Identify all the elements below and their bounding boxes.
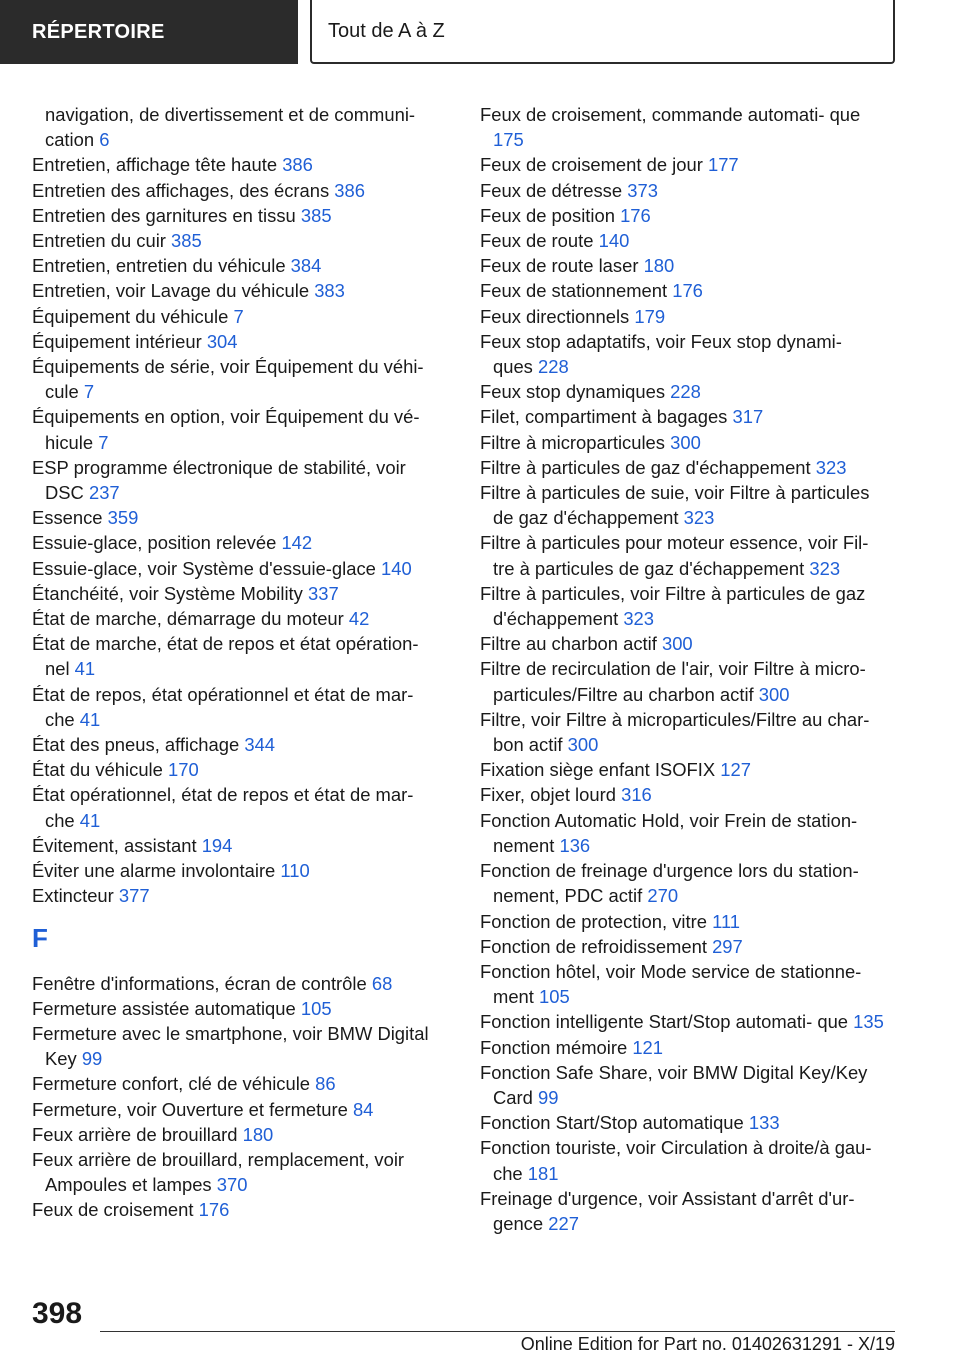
- index-entry-text: Fermeture, voir Ouverture et fermeture: [32, 1098, 348, 1120]
- index-entry-text: Feux de détresse: [480, 179, 623, 201]
- index-entry-text: navigation, de divertissement et de communi-: [45, 104, 416, 125]
- index-entry-text: Freinage d'urgence, voir Assistant d'arrêt d'ur- gence: [480, 1187, 855, 1234]
- index-page-link[interactable]: 127: [720, 759, 751, 781]
- index-entry-text: Fonction touriste, voir Circulation à droite/à gau- che: [480, 1137, 872, 1184]
- index-entry: [32, 682, 447, 732]
- index-entry-text: Fonction hôtel, voir Mode service de stationne- ment: [480, 960, 862, 1008]
- index-entry: [480, 934, 885, 959]
- index-page-link[interactable]: 359: [107, 507, 139, 529]
- index-entry-text: Feux directionnels: [480, 305, 630, 327]
- index-entry: [480, 909, 885, 934]
- index-column-left: [32, 102, 447, 1223]
- index-page-link[interactable]: 179: [634, 305, 666, 327]
- index-entry-text: Filtre à particules pour moteur essence, voir Fil- tre à particules de gaz d'échappement: [480, 532, 869, 579]
- index-entry-text: Fenêtre d'informations, écran de contrôle: [32, 972, 367, 994]
- index-page-link[interactable]: 86: [315, 1073, 336, 1095]
- index-entry-text: Fixer, objet lourd: [480, 784, 616, 806]
- index-page-link[interactable]: 300: [661, 633, 693, 655]
- index-page-link[interactable]: 135: [853, 1011, 884, 1033]
- index-entry-text: Essuie-glace, position relevée: [32, 532, 277, 554]
- index-page-link[interactable]: 7: [98, 431, 109, 453]
- index-entry: [32, 404, 447, 454]
- index-entry-text: Fonction mémoire: [480, 1036, 628, 1058]
- index-entry-text: Entretien, entretien du véhicule: [32, 255, 286, 277]
- index-entry: [480, 404, 885, 429]
- index-entry: [32, 1147, 447, 1197]
- index-entry: [480, 480, 885, 530]
- index-entry: [480, 455, 885, 480]
- index-page-link[interactable]: 317: [732, 406, 764, 428]
- index-page-link[interactable]: 386: [282, 154, 313, 176]
- index-entry: [480, 152, 885, 177]
- index-entry-text: Équipements de série, voir Équipement du véhi- cule: [32, 356, 424, 403]
- index-entry: [480, 379, 885, 404]
- index-column-right: [480, 102, 885, 1236]
- index-entry: [480, 858, 885, 908]
- index-entry: [480, 1035, 885, 1060]
- index-entry-text: Fermeture avec le smartphone, voir BMW Digital Key: [32, 1022, 429, 1070]
- index-entry-text: Fermeture assistée automatique: [32, 997, 296, 1019]
- index-entry-text: Filtre de recirculation de l'air, voir Filtre à micro- particules/Filtre au charbon actif: [480, 658, 866, 705]
- index-page-link[interactable]: 385: [171, 230, 202, 252]
- index-page-link[interactable]: 170: [168, 759, 199, 781]
- index-page-link[interactable]: 386: [334, 179, 365, 201]
- index-entry-text: Filtre à particules de gaz d'échappement: [480, 456, 811, 478]
- index-entry: [32, 505, 447, 530]
- index-entry-text: Essuie-glace, voir Système d'essuie-glace: [32, 557, 376, 579]
- index-page-link[interactable]: 175: [493, 129, 524, 151]
- index-page-link[interactable]: 136: [559, 834, 591, 856]
- index-entry: [32, 1021, 447, 1071]
- index-entry: [32, 152, 447, 177]
- index-entry: [480, 782, 885, 807]
- index-entry-text: Feux arrière de brouillard, remplacement, voir Ampoules et lampes: [32, 1148, 405, 1196]
- index-page-link[interactable]: 177: [707, 154, 739, 176]
- index-entry: [32, 581, 447, 606]
- index-page-link[interactable]: 228: [538, 356, 569, 378]
- index-page-link[interactable]: 316: [621, 784, 652, 806]
- index-entry-text: État de repos, état opérationnel et état de mar- che: [32, 683, 414, 730]
- index-page-link[interactable]: 105: [300, 997, 332, 1019]
- index-entry: [32, 178, 447, 203]
- index-page-link[interactable]: 323: [623, 608, 654, 630]
- index-entry: [32, 732, 447, 757]
- index-entry-text: État du véhicule: [32, 759, 163, 781]
- index-entry: [480, 203, 885, 228]
- index-entry-text: Entretien, voir Lavage du véhicule: [32, 280, 310, 302]
- index-entry: [480, 178, 885, 203]
- index-entry-text: Filtre au charbon actif: [480, 633, 657, 655]
- index-entry-text: Fonction Start/Stop automatique: [480, 1112, 744, 1134]
- index-page-link[interactable]: 99: [81, 1048, 103, 1070]
- index-page-link[interactable]: 297: [712, 935, 743, 957]
- index-entry: [480, 1135, 885, 1185]
- index-page-link[interactable]: 68: [371, 972, 393, 994]
- index-entry-text: Essence: [32, 507, 103, 529]
- index-entry-text: Entretien des garnitures en tissu: [32, 204, 296, 226]
- index-entry-text: Extincteur: [32, 885, 114, 907]
- index-entry-text: Feux de route laser: [480, 255, 639, 277]
- index-entry: [480, 430, 885, 455]
- index-entry-text: Feux de croisement: [32, 1199, 194, 1221]
- index-entry-text: Feux stop adaptatifs, voir Feux stop dynami- ques: [480, 330, 842, 378]
- index-page-link[interactable]: 304: [206, 330, 238, 352]
- index-page-link[interactable]: 384: [290, 255, 322, 277]
- index-entry-text: Fonction Automatic Hold, voir Frein de station- nement: [480, 809, 858, 856]
- index-entry: [32, 1197, 447, 1222]
- index-entry-text: Filtre à microparticules: [480, 431, 665, 453]
- index-entry-text: Feux de stationnement: [480, 280, 668, 302]
- index-entry-text: Fonction intelligente Start/Stop automati- que: [480, 1011, 849, 1033]
- index-page-link[interactable]: 176: [672, 280, 703, 302]
- index-entry-text: État des pneus, affichage: [32, 734, 240, 756]
- index-entry-text: Équipement intérieur: [32, 330, 202, 352]
- index-entry: [32, 102, 447, 127]
- index-page-link[interactable]: 237: [88, 482, 120, 504]
- index-entry: [32, 606, 447, 631]
- index-entry-text: Fonction de freinage d'urgence lors du station- nement, PDC actif: [480, 860, 859, 907]
- index-entry: [32, 329, 447, 354]
- index-entry-text: Fonction de protection, vitre: [480, 910, 707, 932]
- index-page-link[interactable]: 84: [352, 1098, 374, 1120]
- index-entry-text: Feux arrière de brouillard: [32, 1123, 238, 1145]
- index-page-link[interactable]: 111: [712, 910, 741, 932]
- index-page-link[interactable]: 121: [632, 1036, 663, 1058]
- index-page-link[interactable]: 300: [758, 683, 790, 705]
- section-tab[interactable]: RÉPERTOIRE: [0, 0, 298, 64]
- index-page-link[interactable]: 344: [244, 734, 276, 756]
- index-page-link[interactable]: 41: [79, 708, 101, 730]
- index-entry-text: Évitement, assistant: [32, 834, 197, 856]
- index-entry-text: Filet, compartiment à bagages: [480, 406, 728, 428]
- index-page-link[interactable]: 180: [242, 1123, 274, 1145]
- index-entry: [32, 530, 447, 555]
- index-entry-text: Feux de route: [480, 230, 594, 252]
- index-entry: [32, 631, 447, 681]
- index-entry-text: Entretien, affichage tête haute: [32, 154, 278, 176]
- index-entry-text: Filtre, voir Filtre à microparticules/Filtre au char- bon actif: [480, 708, 870, 756]
- index-entry: [32, 883, 447, 908]
- index-entry-text: Équipement du véhicule: [32, 305, 229, 327]
- index-entry: [480, 707, 885, 757]
- subsection-tab[interactable]: Tout de A à Z: [310, 0, 895, 64]
- index-entry-text: Entretien du cuir: [32, 230, 166, 252]
- index-page-link[interactable]: 370: [216, 1174, 248, 1196]
- index-entry-text: cation: [45, 129, 95, 151]
- index-page-link[interactable]: 337: [307, 582, 339, 604]
- index-section-letter: F: [32, 922, 48, 953]
- index-entry: [480, 1009, 885, 1034]
- index-entry-text: Éviter une alarme involontaire: [32, 860, 276, 882]
- index-page-link[interactable]: 99: [538, 1086, 559, 1108]
- index-entry: [32, 203, 447, 228]
- index-entry: [32, 996, 447, 1021]
- index-entry: [480, 631, 885, 656]
- index-entry-text: Fixation siège enfant ISOFIX: [480, 759, 716, 781]
- index-entry-text: Fonction Safe Share, voir BMW Digital Key/Key Card: [480, 1061, 868, 1108]
- index-page-link[interactable]: 323: [683, 507, 715, 529]
- index-entry: [32, 354, 447, 404]
- footer-edition: Online Edition for Part no. 01402631291 - X/19: [520, 1334, 895, 1354]
- index-page-link[interactable]: 383: [314, 280, 345, 302]
- index-entry-text: Étanchéité, voir Système Mobility: [32, 582, 303, 604]
- index-entry-text: ESP programme électronique de stabilité, voir DSC: [32, 456, 406, 504]
- index-entry-text: État opérationnel, état de repos et état de mar- che: [32, 784, 414, 831]
- index-entry: [480, 329, 885, 379]
- index-page-link[interactable]: 41: [79, 809, 101, 831]
- index-entry-text: Feux stop dynamiques: [480, 381, 666, 403]
- index-entry: [480, 959, 885, 1009]
- index-entry: [32, 833, 447, 858]
- index-page-link[interactable]: 228: [670, 381, 701, 403]
- index-page-link[interactable]: 6: [99, 129, 110, 151]
- index-entry: [480, 656, 885, 706]
- index-entry: [480, 228, 885, 253]
- index-page-link[interactable]: 300: [670, 431, 701, 453]
- index-entry: [32, 556, 447, 581]
- index-page-link[interactable]: 42: [348, 608, 370, 630]
- index-page-link[interactable]: 194: [201, 834, 233, 856]
- page-number: 398: [32, 1297, 83, 1330]
- index-page-link[interactable]: 176: [198, 1199, 230, 1221]
- index-entry: [32, 1122, 447, 1147]
- index-entry: [480, 757, 885, 782]
- index-page-link[interactable]: 105: [539, 986, 570, 1008]
- index-page-link[interactable]: 41: [74, 658, 96, 680]
- index-page-link[interactable]: 270: [647, 885, 679, 907]
- index-page-link[interactable]: 385: [300, 204, 332, 226]
- index-entry-text: Équipements en option, voir Équipement du vé- hicule: [32, 406, 420, 453]
- index-page-link[interactable]: 323: [809, 557, 841, 579]
- index-entry-text: Filtre à particules, voir Filtre à particules de gaz d'échappement: [480, 582, 866, 630]
- index-page-link[interactable]: 140: [598, 230, 630, 252]
- index-entry-text: État de marche, état de repos et état opération- nel: [32, 633, 419, 680]
- index-entry-text: Fermeture confort, clé de véhicule: [32, 1073, 311, 1095]
- index-entry: [32, 253, 447, 278]
- index-entry: [480, 530, 885, 580]
- index-entry: [480, 304, 885, 329]
- index-entry: [480, 253, 885, 278]
- index-entry-text: Feux de croisement de jour: [480, 154, 703, 176]
- index-page-link[interactable]: 377: [118, 885, 150, 907]
- index-page-link[interactable]: 142: [281, 532, 313, 554]
- index-entry: [32, 228, 447, 253]
- index-page-link[interactable]: 110: [280, 860, 310, 882]
- index-page-link[interactable]: 133: [748, 1112, 780, 1134]
- index-entry-text: Feux de croisement, commande automati- que: [480, 104, 861, 125]
- index-entry-text: État de marche, démarrage du moteur: [32, 608, 344, 630]
- index-entry-text: Entretien des affichages, des écrans: [32, 179, 330, 201]
- index-entry: [32, 278, 447, 303]
- index-entry: [480, 581, 885, 631]
- index-entry: [480, 808, 885, 858]
- index-page-link[interactable]: 7: [83, 381, 95, 403]
- index-entry: [32, 1071, 447, 1096]
- index-page-link[interactable]: 227: [548, 1212, 579, 1234]
- index-entry: [32, 782, 447, 832]
- index-entry: [32, 858, 447, 883]
- index-entry-text: Feux de position: [480, 204, 615, 226]
- index-entry: [480, 102, 885, 152]
- index-entry-text: Fonction de refroidissement: [480, 935, 707, 957]
- index-entry: [32, 455, 447, 505]
- index-entry: [32, 1097, 447, 1122]
- index-entry: [480, 1186, 885, 1236]
- index-page-link[interactable]: 300: [567, 734, 599, 756]
- index-page-link[interactable]: 181: [527, 1162, 559, 1184]
- index-page-link[interactable]: 140: [381, 557, 412, 579]
- index-page-link[interactable]: 180: [643, 255, 675, 277]
- index-entry: [32, 971, 447, 996]
- index-entry-text: Filtre à particules de suie, voir Filtre à particules de gaz d'échappement: [480, 482, 870, 529]
- index-entry: [480, 1060, 885, 1110]
- index-entry: [32, 127, 447, 152]
- index-entry: [480, 1110, 885, 1135]
- index-page-link[interactable]: 373: [627, 179, 658, 201]
- footer-divider: [100, 1331, 895, 1332]
- index-entry: [32, 304, 447, 329]
- index-entry: [480, 278, 885, 303]
- index-page-link[interactable]: 176: [620, 204, 651, 226]
- index-page-link[interactable]: 7: [233, 305, 244, 327]
- index-entry: [32, 757, 447, 782]
- index-page-link[interactable]: 323: [815, 456, 847, 478]
